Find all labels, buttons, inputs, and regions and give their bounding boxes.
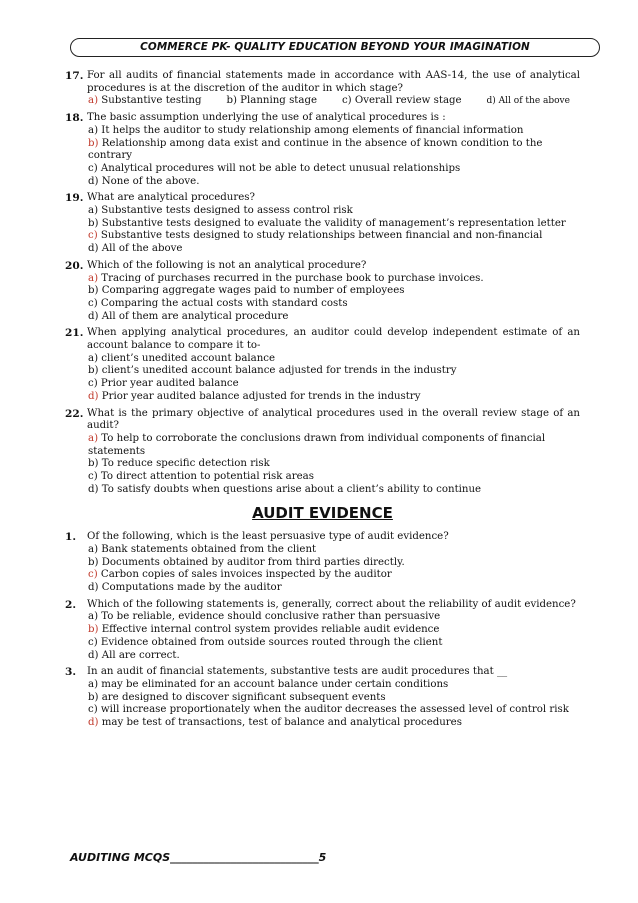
answer-option <box>88 298 580 311</box>
question-number: 2. <box>65 598 77 611</box>
option-text: Relationship among data exist and continue in the absence of known condition to the contrary <box>88 137 543 162</box>
option-text: may be eliminated for an account balance under certain conditions <box>98 678 449 690</box>
answer-option <box>88 163 580 176</box>
option-text: Substantive testing <box>98 95 202 107</box>
option-text: All of them are analytical procedure <box>98 310 289 322</box>
question-text: In an audit of financial statements, substantive tests are audit procedures that __ <box>87 666 508 678</box>
option-text: Documents obtained by auditor from third parties directly. <box>98 556 405 568</box>
option-text: Overall review stage <box>351 95 462 107</box>
question-number: 19. <box>65 192 84 205</box>
option-letter: b) <box>226 95 237 107</box>
question-text: What are analytical procedures? <box>87 192 255 204</box>
question-list-audit-evidence <box>65 531 580 730</box>
question-item <box>65 70 580 108</box>
option-list <box>87 205 580 256</box>
answer-option <box>487 95 570 108</box>
option-letter: b) <box>88 365 99 377</box>
page-header-banner <box>70 38 600 57</box>
page-content <box>65 70 580 734</box>
question-body <box>87 327 580 403</box>
option-text: Substantive tests designed to evaluate the validity of management’s representation letter <box>98 217 566 229</box>
answer-option <box>88 637 580 650</box>
option-text: may be test of transactions, test of balance and analytical procedures <box>98 717 462 729</box>
option-text: To satisfy doubts when questions arise about a client’s ability to continue <box>98 483 482 495</box>
option-text: To help to corroborate the conclusions drawn from individual components of financial statements <box>88 432 546 457</box>
question-text: What is the primary objective of analytical procedures used in the overall review stage of an audit? <box>87 407 580 432</box>
answer-option <box>88 311 580 324</box>
option-letter: c) <box>88 636 98 648</box>
answer-option <box>88 95 201 108</box>
answer-option <box>88 378 580 391</box>
option-text: Substantive tests designed to assess control risk <box>98 205 353 217</box>
option-letter: d) <box>88 390 99 402</box>
answer-option <box>88 471 580 484</box>
option-letter: b) <box>88 624 99 636</box>
option-letter: c) <box>88 569 98 581</box>
question-number: 22. <box>65 407 84 420</box>
option-text: Analytical procedures will not be able to detect unusual relationships <box>97 162 461 174</box>
option-text: will increase proportionately when the auditor decreases the assessed level of control risk <box>97 704 569 716</box>
option-text: To reduce specific detection risk <box>98 458 270 470</box>
option-text: To direct attention to potential risk areas <box>97 471 314 483</box>
question-item <box>65 192 580 256</box>
option-text: client’s unedited account balance <box>98 352 276 364</box>
option-letter: c) <box>88 297 98 309</box>
option-text: All of the above <box>98 243 183 255</box>
option-text: Prior year audited balance <box>97 378 239 390</box>
option-letter: a) <box>88 352 99 364</box>
option-text: Tracing of purchases recurred in the purchase book to purchase invoices. <box>98 272 484 284</box>
option-letter: c) <box>88 471 98 483</box>
option-letter: a) <box>88 543 99 555</box>
option-list <box>87 679 580 730</box>
option-letter: b) <box>88 691 99 703</box>
answer-option <box>88 205 580 218</box>
answer-option <box>88 458 580 471</box>
option-letter: c) <box>88 378 98 390</box>
answer-option <box>88 125 580 138</box>
option-list <box>87 125 580 189</box>
option-letter: d) <box>88 649 99 661</box>
question-number: 20. <box>65 259 84 272</box>
option-letter: c) <box>88 230 98 242</box>
question-text: The basic assumption underlying the use of analytical procedures is : <box>87 112 446 124</box>
option-text: Comparing aggregate wages paid to number of employees <box>98 285 405 297</box>
answer-option <box>88 176 580 189</box>
option-letter: b) <box>88 285 99 297</box>
answer-option <box>88 611 580 624</box>
option-letter: a) <box>88 272 99 284</box>
answer-option <box>88 557 580 570</box>
option-text: To be reliable, evidence should conclusive rather than persuasive <box>98 611 441 623</box>
answer-option <box>88 273 580 286</box>
option-text: Carbon copies of sales invoices inspected by the auditor <box>97 569 392 581</box>
answer-option <box>88 433 580 458</box>
option-letter: a) <box>88 432 99 444</box>
question-number: 21. <box>65 327 84 340</box>
option-list <box>87 273 580 324</box>
option-letter: d) <box>88 483 99 495</box>
answer-option <box>88 230 580 243</box>
answer-option <box>88 650 580 663</box>
option-text: Bank statements obtained from the client <box>98 543 317 555</box>
option-letter: b) <box>88 217 99 229</box>
question-number: 17. <box>65 70 84 82</box>
option-text: Evidence obtained from outside sources routed through the client <box>97 636 443 648</box>
option-letter: b) <box>88 556 99 568</box>
option-letter: a) <box>88 611 99 623</box>
option-text: Prior year audited balance adjusted for trends in the industry <box>98 390 421 402</box>
answer-option <box>88 679 580 692</box>
answer-option <box>226 95 317 108</box>
question-body <box>87 260 580 324</box>
option-text: are designed to discover significant subsequent events <box>98 691 386 703</box>
option-text: All are correct. <box>98 649 180 661</box>
section-title: AUDIT EVIDENCE <box>252 503 393 522</box>
question-text: For all audits of financial statements made in accordance with AAS-14, the use of analytical procedures is at the discretion of the auditor in which stage? <box>87 70 580 94</box>
answer-option <box>88 391 580 404</box>
option-text: Substantive tests designed to study relationships between financial and non-financial <box>97 230 543 242</box>
question-body <box>87 70 580 108</box>
option-letter: d) <box>88 582 99 594</box>
question-body <box>87 192 580 256</box>
option-text: Effective internal control system provides reliable audit evidence <box>98 624 440 636</box>
question-number: 1. <box>65 531 77 544</box>
answer-option <box>88 717 580 730</box>
question-item <box>65 260 580 324</box>
option-letter: b) <box>88 137 99 149</box>
option-letter: a) <box>88 124 99 136</box>
question-item <box>65 408 580 497</box>
question-body <box>87 408 580 497</box>
answer-option <box>88 569 580 582</box>
option-text: None of the above. <box>98 175 200 187</box>
question-item <box>65 112 580 188</box>
question-item <box>65 599 580 663</box>
answer-option <box>88 218 580 231</box>
answer-option <box>88 704 580 717</box>
option-list <box>87 353 580 404</box>
question-text: When applying analytical procedures, an auditor could develop independent estimate of an account balance to compare it to- <box>87 327 580 352</box>
answer-option <box>88 353 580 366</box>
option-text: It helps the auditor to study relationship among elements of financial information <box>98 124 524 136</box>
option-letter: d) <box>88 310 99 322</box>
answer-option <box>88 544 580 557</box>
answer-option <box>88 138 580 163</box>
option-letter: d) <box>486 96 496 107</box>
option-letter: a) <box>88 678 99 690</box>
question-body <box>87 531 580 595</box>
option-list <box>87 544 580 595</box>
answer-option <box>88 365 580 378</box>
option-text: All of the above <box>495 96 570 107</box>
page-footer: AUDITING MCQS___________________________5 <box>70 851 327 864</box>
option-letter: d) <box>88 175 99 187</box>
option-letter: a) <box>88 205 99 217</box>
answer-option <box>88 624 580 637</box>
answer-option <box>88 582 580 595</box>
option-text: Planning stage <box>236 95 318 107</box>
option-text: Comparing the actual costs with standard costs <box>97 297 348 309</box>
option-letter: c) <box>341 95 352 107</box>
option-list <box>87 611 580 662</box>
option-list <box>87 95 580 108</box>
question-text: Which of the following statements is, generally, correct about the reliability of audit evidence? <box>87 598 576 610</box>
question-body <box>87 112 580 188</box>
question-number: 3. <box>65 666 77 679</box>
question-number: 18. <box>65 112 84 125</box>
option-letter: d) <box>88 243 99 255</box>
answer-option <box>88 285 580 298</box>
answer-option <box>342 95 462 108</box>
question-list-analytical <box>65 70 580 497</box>
question-item <box>65 666 580 730</box>
option-letter: b) <box>88 458 99 470</box>
answer-option <box>88 692 580 705</box>
answer-option <box>88 484 580 497</box>
option-letter: a) <box>88 95 99 107</box>
option-letter: c) <box>88 704 98 716</box>
question-body <box>87 599 580 663</box>
option-list <box>87 433 580 497</box>
question-text: Which of the following is not an analytical procedure? <box>87 259 367 271</box>
option-text: Computations made by the auditor <box>98 582 282 594</box>
question-text: Of the following, which is the least persuasive type of audit evidence? <box>87 531 449 543</box>
question-item <box>65 531 580 595</box>
option-letter: d) <box>88 717 99 729</box>
question-body <box>87 666 580 730</box>
question-item <box>65 327 580 403</box>
option-letter: c) <box>88 162 98 174</box>
answer-option <box>88 243 580 256</box>
page-header-text: COMMERCE PK- QUALITY EDUCATION BEYOND YOUR IMAGINATION <box>140 41 530 53</box>
option-text: client’s unedited account balance adjusted for trends in the industry <box>98 365 457 377</box>
